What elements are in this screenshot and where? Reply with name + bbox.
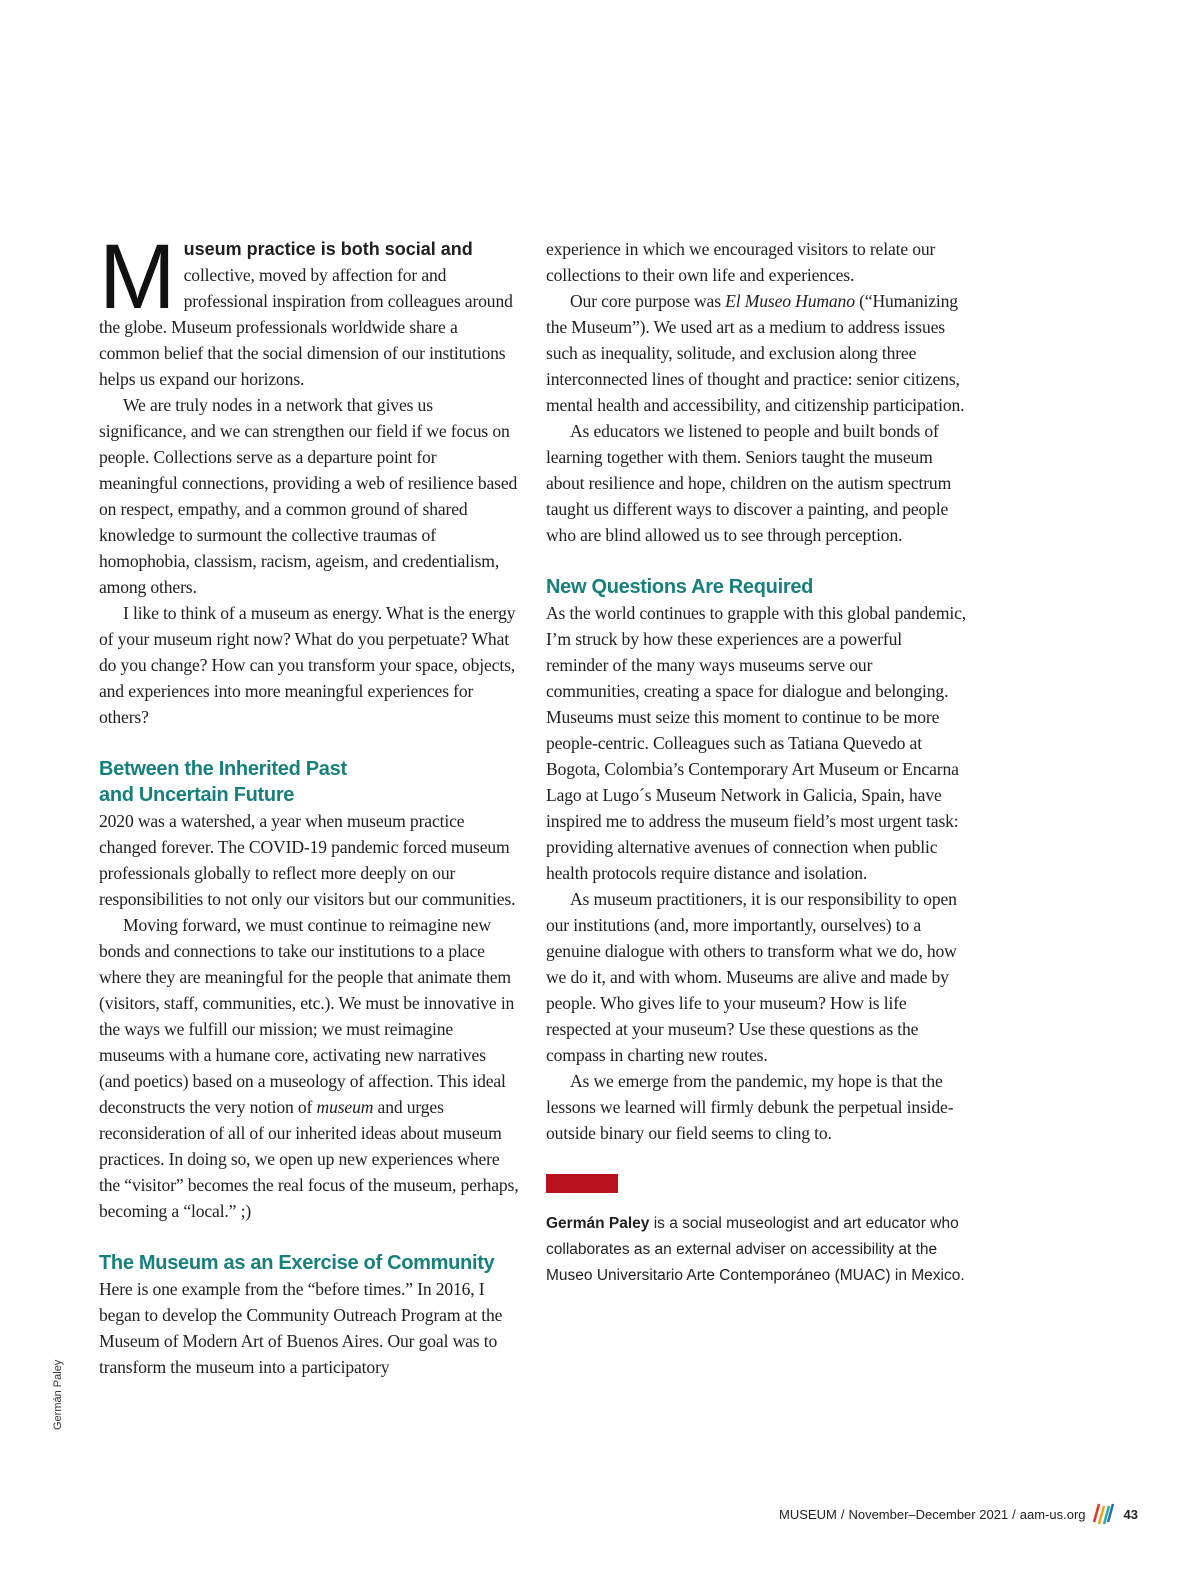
intro-text: collective, moved by affection for and professional inspiration from colleagues around the globe. Museum professionals worldwide share a common belief that the social dimension of our institutions helps us expand our horizons. (99, 265, 513, 389)
paragraph: experience in which we encouraged visitors to relate our collections to their own life and experiences. (546, 239, 936, 285)
paragraph: We are truly nodes in a network that gives us significance, and we can strengthen our field if we focus on people. Collections serve as a departure point for meaningful connections, providing a web of resilience based on respect, empathy, and a common ground of shared knowledge to surmount the collective traumas of homophobia, classism, racism, ageism, and credentialism, among others. (99, 395, 518, 597)
left-column (99, 226, 519, 1380)
right-column (546, 236, 966, 1289)
drop-cap: M (99, 226, 176, 328)
page-footer: MUSEUM / November–December 2021 / aam-us.org 43 (779, 1500, 1138, 1529)
lead-in: useum practice is both social and (183, 239, 473, 259)
intro-paragraph (99, 226, 519, 392)
bio-accent-bar (546, 1174, 618, 1193)
author-name: Germán Paley (546, 1215, 650, 1232)
magazine-name: MUSEUM (779, 1507, 837, 1522)
aam-logo-icon (1090, 1500, 1114, 1529)
author-bio: Germán Paley is a social museologist and art educator who collaborates as an external adviser on accessibility at the Museo Universitario Arte Contemporáneo (MUAC) in Mexico. (546, 1215, 965, 1284)
section-heading: Between the Inherited Past and Uncertain Future (99, 758, 347, 806)
paragraph: Here is one example from the “before times.” In 2016, I began to develop the Community Outreach Program at the Museum of Modern Art of Buenos Aires. Our goal was to transform the museum into a participatory (99, 1279, 503, 1377)
page-number: 43 (1123, 1507, 1138, 1522)
paragraph: Moving forward, we must continue to reimagine new bonds and connections to take our institutions to a place where they are meaningful for the people that animate them (visitors, staff, communities, etc.). We must be innovative in the ways we fulfill our mission; we must reimagine museums with a humane core, activating new narratives (and poetics) based on a museology of affection. This ideal deconstructs the very notion of museum and urges reconsideration of all of our inherited ideas about museum practices. In doing so, we open up new experiences where the “visitor” becomes the real focus of the museum, perhaps, becoming a “local.” ;) (99, 915, 519, 1221)
paragraph: As the world continues to grapple with this global pandemic, I’m struck by how these experiences are a powerful reminder of the many ways museums serve our communities, creating a space for dialogue and belonging. Museums must seize this moment to continue to be more people-centric. Colleagues such as Tatiana Quevedo at Bogota, Colombia’s Contemporary Art Museum or Encarna Lago at Lugo´s Museum Network in Galicia, Spain, have inspired me to address the museum field’s most urgent task: providing alternative avenues of connection when public health protocols require distance and isolation. (546, 603, 967, 883)
paragraph: Our core purpose was El Museo Humano (“Humanizing the Museum”). We used art as a medium to address issues such as inequality, solitude, and exclusion along three interconnected lines of thought and practice: senior citizens, mental health and accessibility, and citizenship participation. (546, 291, 965, 415)
website-link[interactable]: aam-us.org (1019, 1507, 1086, 1522)
issue-date: November–December 2021 (848, 1507, 1009, 1522)
paragraph: I like to think of a museum as energy. What is the energy of your museum right now? What do you perpetuate? What do you change? How can you transform your space, objects, and experiences into more meaningful experiences for others? (99, 603, 516, 727)
section-heading: New Questions Are Required (546, 576, 814, 598)
section-heading: The Museum as an Exercise of Community (99, 1252, 495, 1274)
photo-credit: Germán Paley (52, 1359, 64, 1430)
paragraph: As museum practitioners, it is our responsibility to open our institutions (and, more importantly, ourselves) to a genuine dialogue with others to transform what we do, how we do it, and with whom. Museums are alive and made by people. Who gives life to your museum? How is life respected at your museum? Use these questions as the compass in charting new routes. (546, 889, 957, 1065)
paragraph: 2020 was a watershed, a year when museum practice changed forever. The COVID-19 pandemic forced museum professionals globally to reflect more deeply on our responsibilities to not only our visitors but our communities. (99, 811, 516, 909)
paragraph: As educators we listened to people and built bonds of learning together with them. Seniors taught the museum about resilience and hope, children on the autism spectrum taught us different ways to discover a painting, and people who are blind allowed us to see through perception. (546, 421, 952, 545)
paragraph: As we emerge from the pandemic, my hope is that the lessons we learned will firmly debunk the perpetual inside-outside binary our field seems to cling to. (546, 1071, 954, 1143)
